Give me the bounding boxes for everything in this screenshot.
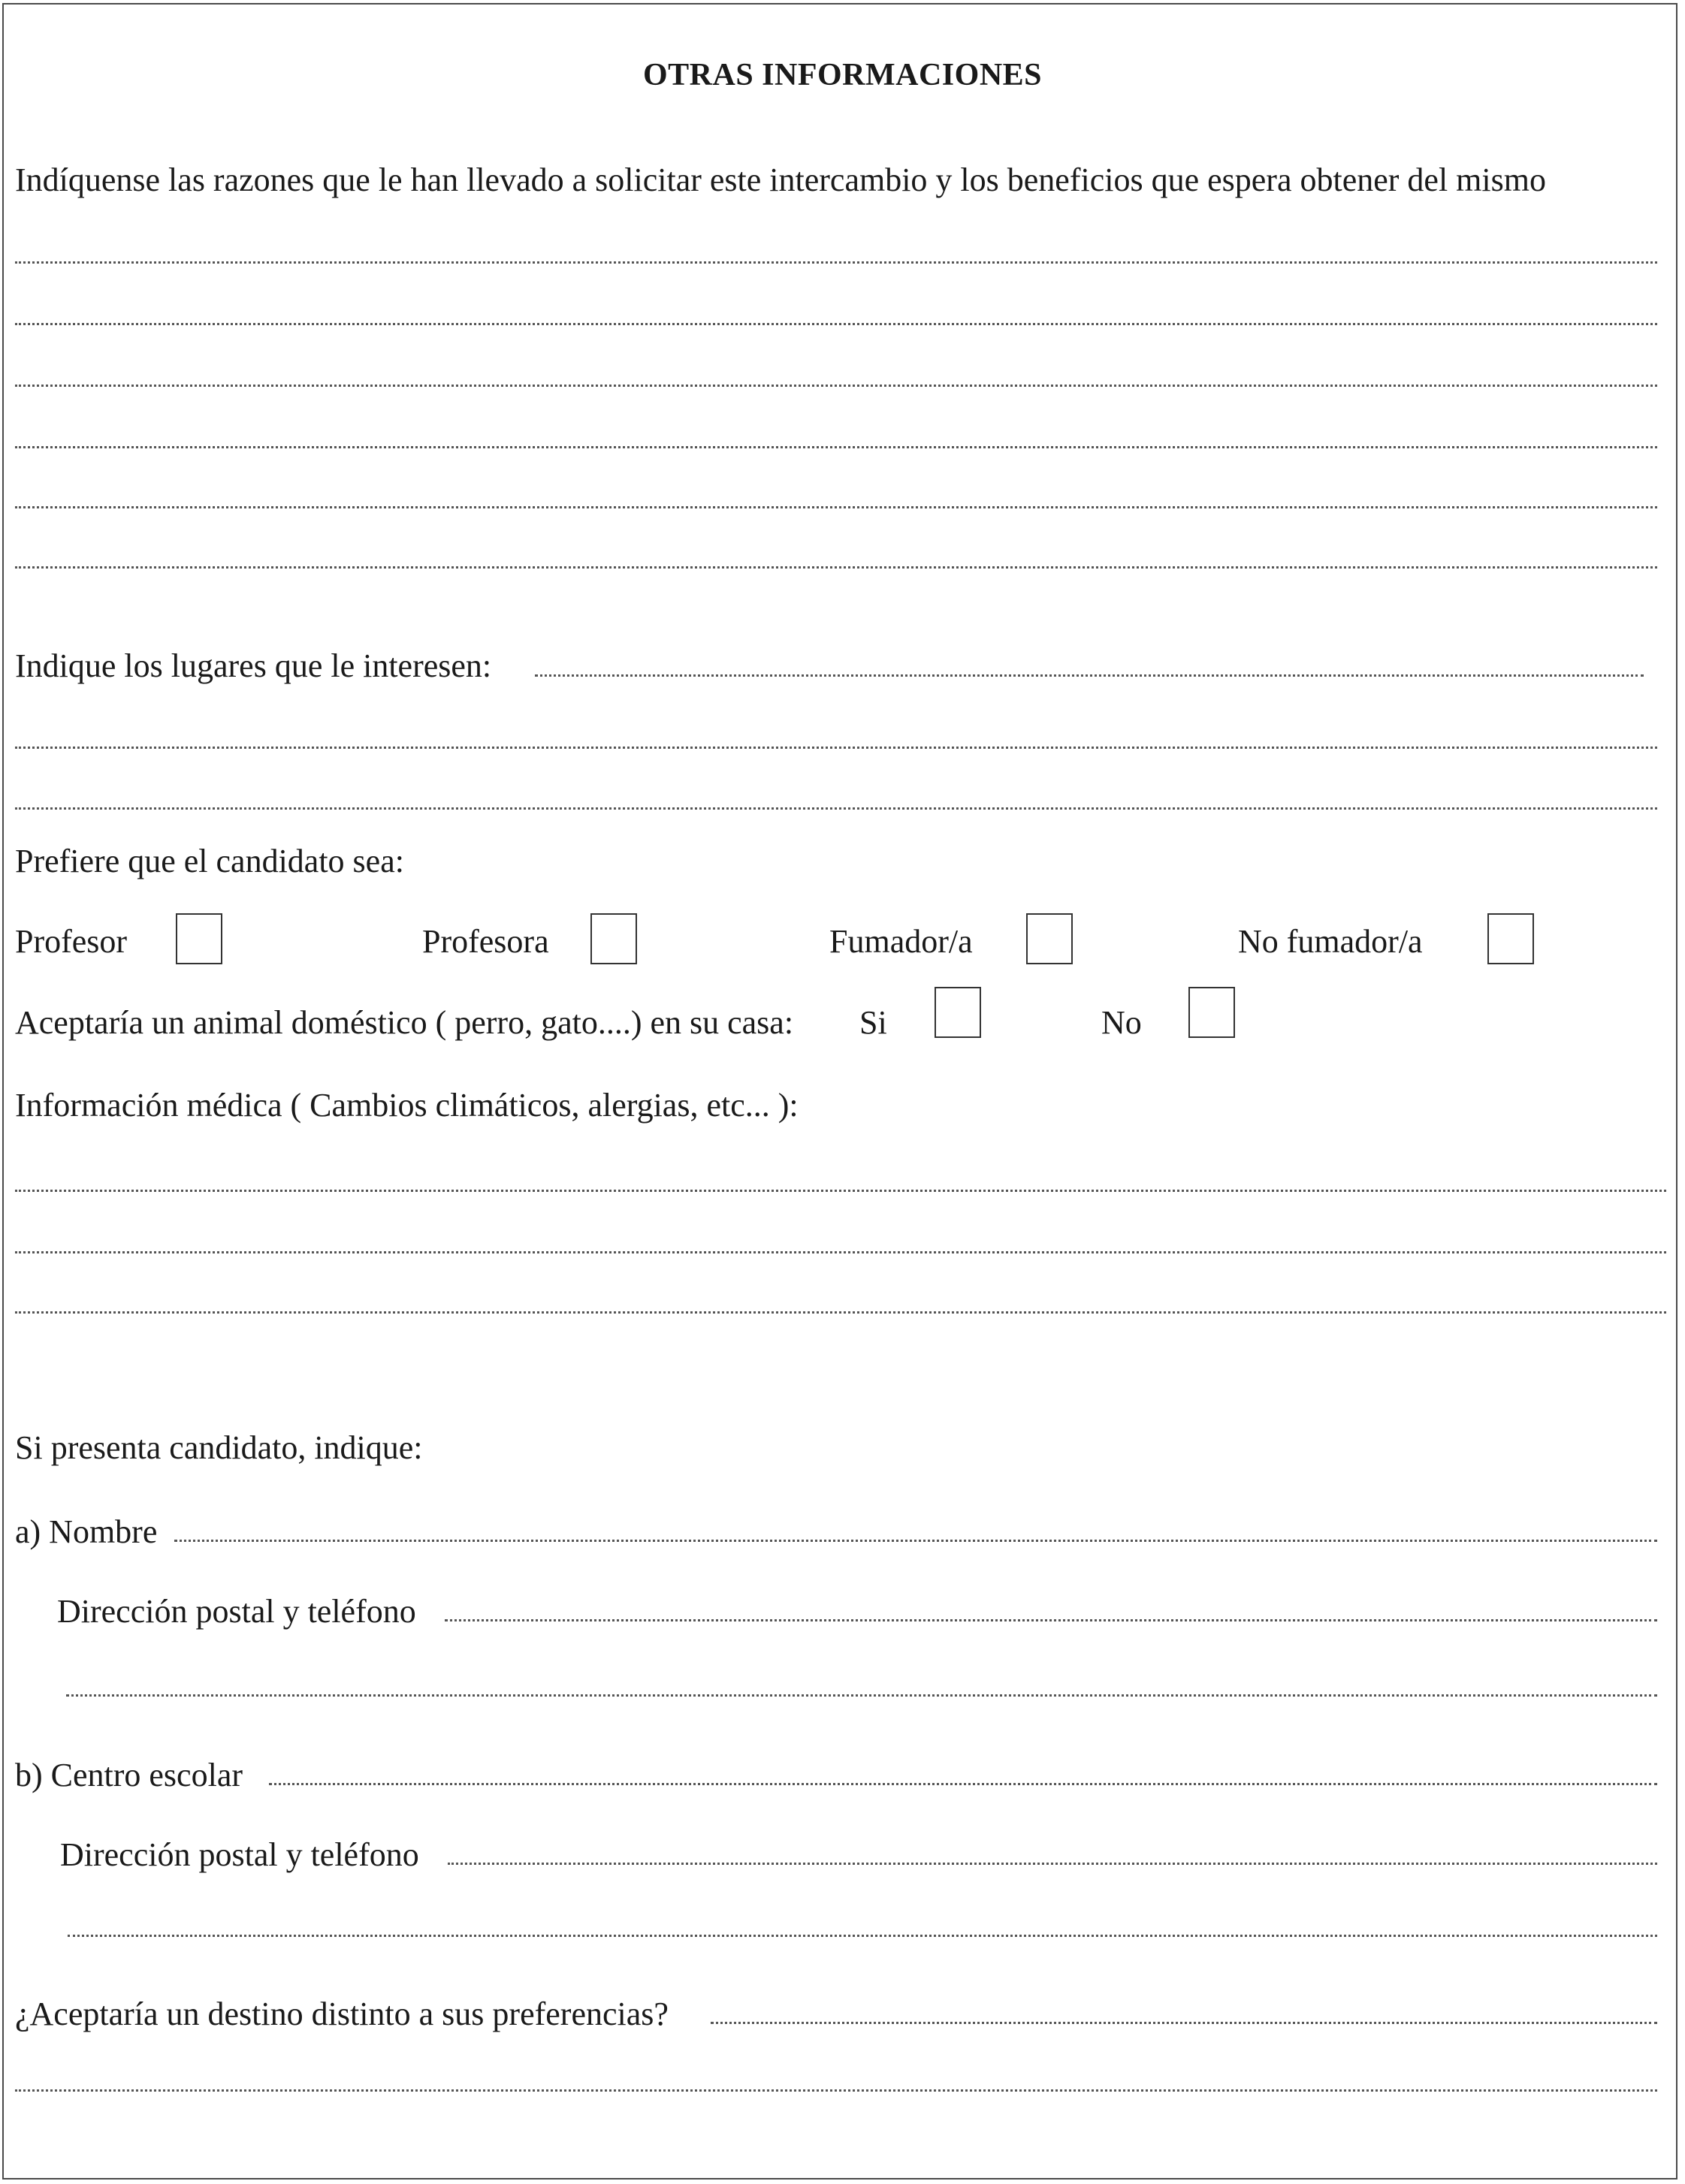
school-line[interactable] (269, 1783, 1657, 1785)
reasons-line-2[interactable] (15, 323, 1657, 325)
reasons-line-4[interactable] (15, 446, 1657, 448)
medical-line-2[interactable] (15, 1251, 1666, 1253)
fumador-checkbox[interactable] (1026, 913, 1073, 964)
reasons-line-5[interactable] (15, 506, 1657, 508)
pet-prompt: Aceptaría un animal doméstico ( perro, gato....) en su casa: (15, 1004, 794, 1041)
destination-line-2[interactable] (15, 2089, 1657, 2092)
reasons-prompt: Indíquense las razones que le han llevado a solicitar este intercambio y los beneficios que espera obtener del mismo (15, 161, 1546, 198)
medical-prompt: Información médica ( Cambios climáticos, alergias, etc... ): (15, 1087, 799, 1124)
school-address-line-1[interactable] (448, 1863, 1657, 1865)
medical-line-1[interactable] (15, 1190, 1666, 1192)
reasons-line-6[interactable] (15, 566, 1657, 569)
address-line-2[interactable] (66, 1694, 1657, 1697)
school-address-label: Dirección postal y teléfono (60, 1836, 419, 1873)
places-line-3[interactable] (15, 807, 1657, 810)
address-line-1[interactable] (445, 1619, 1657, 1621)
profesora-checkbox[interactable] (590, 913, 637, 964)
reasons-line-1[interactable] (15, 261, 1657, 264)
school-address-line-2[interactable] (68, 1935, 1657, 1937)
candidate-prompt: Si presenta candidato, indique: (15, 1429, 423, 1466)
name-label: a) Nombre (15, 1513, 158, 1550)
school-label: b) Centro escolar (15, 1757, 243, 1793)
profesor-checkbox[interactable] (176, 913, 222, 964)
form-title: OTRAS INFORMACIONES (642, 58, 1043, 92)
pet-yes-label: Si (859, 1004, 887, 1041)
address-label: Dirección postal y teléfono (57, 1593, 416, 1630)
no-fumador-checkbox[interactable] (1487, 913, 1534, 964)
destination-line-1[interactable] (711, 2022, 1657, 2024)
pet-no-label: No (1101, 1004, 1142, 1041)
pet-yes-checkbox[interactable] (935, 987, 981, 1038)
destination-prompt: ¿Aceptaría un destino distinto a sus preferencias? (15, 1995, 669, 2032)
option-no-fumador-label: No fumador/a (1238, 923, 1423, 960)
option-fumador-label: Fumador/a (829, 923, 973, 960)
option-profesora-label: Profesora (422, 923, 549, 960)
places-line-1[interactable] (535, 674, 1644, 677)
places-prompt: Indique los lugares que le interesen: (15, 647, 492, 684)
reasons-line-3[interactable] (15, 385, 1657, 387)
preference-prompt: Prefiere que el candidato sea: (15, 843, 404, 879)
places-line-2[interactable] (15, 747, 1657, 749)
pet-no-checkbox[interactable] (1188, 987, 1235, 1038)
name-line[interactable] (174, 1540, 1657, 1542)
option-profesor-label: Profesor (15, 923, 128, 960)
medical-line-3[interactable] (15, 1311, 1666, 1314)
